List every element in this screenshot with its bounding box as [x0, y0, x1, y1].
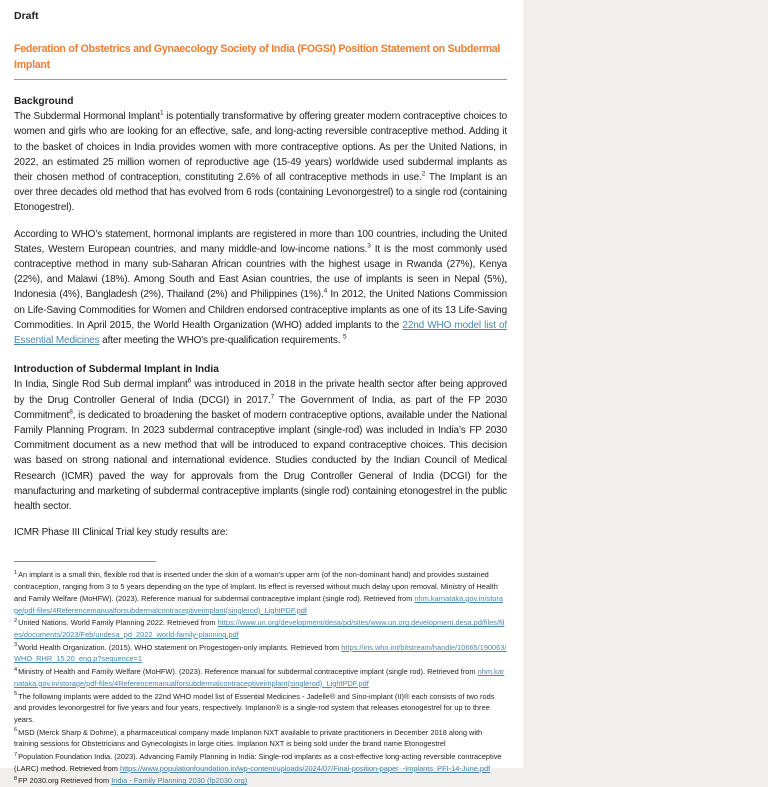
footnote-8 — [14, 775, 507, 787]
footnote-link[interactable]: India - Family Planning 2030 (fp2030.org) — [111, 776, 248, 786]
footnote-ref-5: 5 — [343, 333, 347, 341]
footnote-ref-2: 2 — [421, 170, 426, 178]
footnote-ref-3: 3 — [367, 242, 371, 250]
footnote-5 — [14, 691, 507, 726]
footnote-text: The following implants were added to the 22nd WHO model list of Essential Medicines - Jadelle® and Sino-implant (II)® each consists of two rods and provides levonorgestrel for five years and four years, respectively. Implanon® is a single-rod system that releases etonogestrel for up to three years. — [14, 691, 495, 724]
footnote-link[interactable]: nhm.karnataka.gov.in/storage/pdf-files/4Referencemanualforsubdermalcontraceptiveimplant(singlerod)_LightPDF.pdf — [14, 593, 503, 615]
footnote-link[interactable]: https://www.populationfoundation.in/wp-content/uploads/2024/07/Final-position-paper_-Implants_PFI-14-June.pdf — [119, 763, 491, 773]
paragraph-background-1 — [14, 109, 507, 215]
footnote-number: 6 — [14, 727, 18, 734]
draft-label: Draft — [14, 10, 39, 22]
footnote-number: 2 — [14, 617, 18, 624]
footnote-text: World Health Organization. (2015). WHO statement on Progestogen-only implants. Retrieved from — [18, 642, 342, 652]
text-run: In 2012, the United Nations Commission on Life-Saving Commodities for Women and Children endorsed contraceptive implants as one of its 13 Life-Saving Commodities. In April 2015, the World Health Organization (WHO) added implants to the — [14, 289, 507, 331]
footnote-2 — [14, 617, 507, 640]
text-run: was introduced in 2018 in the private health sector after being approved by the Drug Controller General of India (DCGI) in 2017. — [14, 379, 507, 406]
text-run: The Subdermal Hormonal Implant — [14, 111, 160, 123]
footnote-3 — [14, 642, 507, 665]
footnote-ref-8: 8 — [69, 408, 73, 416]
footnote-link[interactable]: https://www.un.org/development/desa/pd/sites/www.un.org.development.desa.pd/files/files/documents/2023/Feb/undesa_pd_2022_world-family-planning.pdf — [14, 618, 505, 639]
footnote-number: 8 — [14, 775, 18, 782]
text-run: In India, Single Rod Sub dermal implant — [14, 379, 188, 391]
footnote-7 — [14, 751, 507, 774]
footnote-4 — [14, 666, 507, 689]
section-heading-introduction: Introduction of Subdermal Implant in India — [14, 364, 219, 376]
footnote-link[interactable]: https://iris.who.int/bitstream/handle/10665/190063/WHO_RHR_15.20_eng.p?sequence=1 — [14, 642, 507, 664]
footnote-number: 5 — [14, 691, 18, 698]
paragraph-background-2 — [14, 227, 507, 349]
footnote-6 — [14, 727, 507, 750]
footnote-text: FP 2030.org Retrieved from — [18, 776, 112, 786]
text-run: The Government of India, as part of the FP 2030 Commitment — [14, 394, 507, 421]
text-run: , is dedicated to broadening the basket of modern contraceptive options, available under the National Family Planning Program. In 2023 subdermal contraceptive implant (single-rod) was included in India’s FP 2030 Commitment document as a new method that will be introduced to expand contraceptive choices. This decision was based on strong national and international evidence. Studies conducted by the Indian Council of Medical Research (ICMR) paved the way for approvals from the Drug Controller General of India (DCGI) for the manufacturing and marketing of subdermal contraceptive implants (single rod) containing etonogestrel in the public health sector. — [14, 409, 507, 513]
footnote-ref-4: 4 — [323, 288, 328, 296]
section-heading-background: Background — [14, 96, 74, 107]
text-run: According to WHO’s statement, hormonal implants are registered in more than 100 countries, including the United States, Western European countries, and many middle-and low-income nations. — [14, 228, 507, 255]
text-run: after meeting the WHO's pre-qualification requirements. — [99, 335, 343, 347]
footnotes-section — [14, 569, 507, 787]
paragraph-icmr-lead-in: ICMR Phase III Clinical Trial key study results are: — [14, 527, 228, 539]
footnote-text: United Nations. World Family Planning 2022. Retrieved from — [18, 618, 218, 628]
footnote-link[interactable]: nhm.karnataka.gov.in/storage/pdf-files/4Referencemanualforsubdermalcontraceptiveimplant(singlerod)_LightPDF.pdf — [14, 667, 505, 688]
paragraph-introduction-1 — [14, 377, 507, 514]
footnote-text: MSD (Merck Sharp & Dohme), a pharmaceutical company made Implanon NXT available to private practitioners in December 2018 along with training sessions for Obstetricians and Gynecologists in large cities. Implanon NXT is being sold under the brand name Etonogestrel — [14, 727, 483, 749]
footnote-ref-7: 7 — [270, 393, 275, 401]
footnote-text: Population Foundation India. (2023). Advancing Family Planning in India: Single-rod implants as a cost-effective long-acting reversible contraceptive (LARC) method. Retrieved from — [14, 752, 502, 773]
document-title: Federation of Obstetrics and Gynaecology Society of India (FOGSI) Position Statement on Subdermal Implant — [14, 42, 507, 80]
footnote-number: 3 — [14, 642, 18, 649]
text-run: is potentially transformative by offering greater modern contraceptive choices to women and girls who are looking for an effective, safe, and long-acting reversible contraceptive method. Adding it to the basket of choices in India provides women with more contraceptive options. As per the United Nations, in 2022, an estimated 25 million women of reproductive age (15-49 years) worldwide used subdermal implants as their chosen method of contraception, constituting 2.6% of all contraceptive methods in use. — [14, 111, 508, 184]
text-run: It is the most commonly used contraceptive method in many sub-Saharan African countries with the highest usage in Rwanda (27%), Kenya (22%), and Malawi (18%). Among South and East Asian countries, the use of implants is seen in Nepal (5%), Indonesia (4%), Bangladesh (2%), Thailand (2%) and Philippines (1%). — [14, 243, 508, 301]
footnote-number: 7 — [14, 751, 18, 758]
link-who-essential-medicines[interactable]: 22nd WHO model list of Essential Medicines — [14, 319, 508, 347]
footnote-separator — [14, 561, 156, 562]
footnote-1 — [14, 569, 507, 616]
footnote-number: 1 — [14, 570, 18, 577]
footnote-text: Ministry of Health and Family Welfare (MoHFW). (2023). Reference manual for subdermal contraceptive implant (single rod). Retrieved from — [18, 667, 478, 677]
footnote-number: 4 — [14, 666, 18, 673]
footnote-text: An implant is a small thin, flexible rod that is inserted under the skin of a woman’s upper arm (of the non-dominant hand) and provides sustained contraception, ranging from 3 to 5 years depending on the type of Implant. Its effect is reversed without much delay upon removal. Ministry of Health and Family Welfare (MoHFW). (2023). Reference manual for subdermal contraceptive implant (single rod). Retrieved from — [14, 570, 498, 603]
footnote-ref-6: 6 — [187, 378, 192, 386]
footnote-ref-1: 1 — [160, 109, 164, 117]
text-run: The Implant is an over three decades old method that has evolved from 6 rods (containing Levonorgestrel) to a single rod (containing Etonogestrel). — [14, 172, 507, 214]
